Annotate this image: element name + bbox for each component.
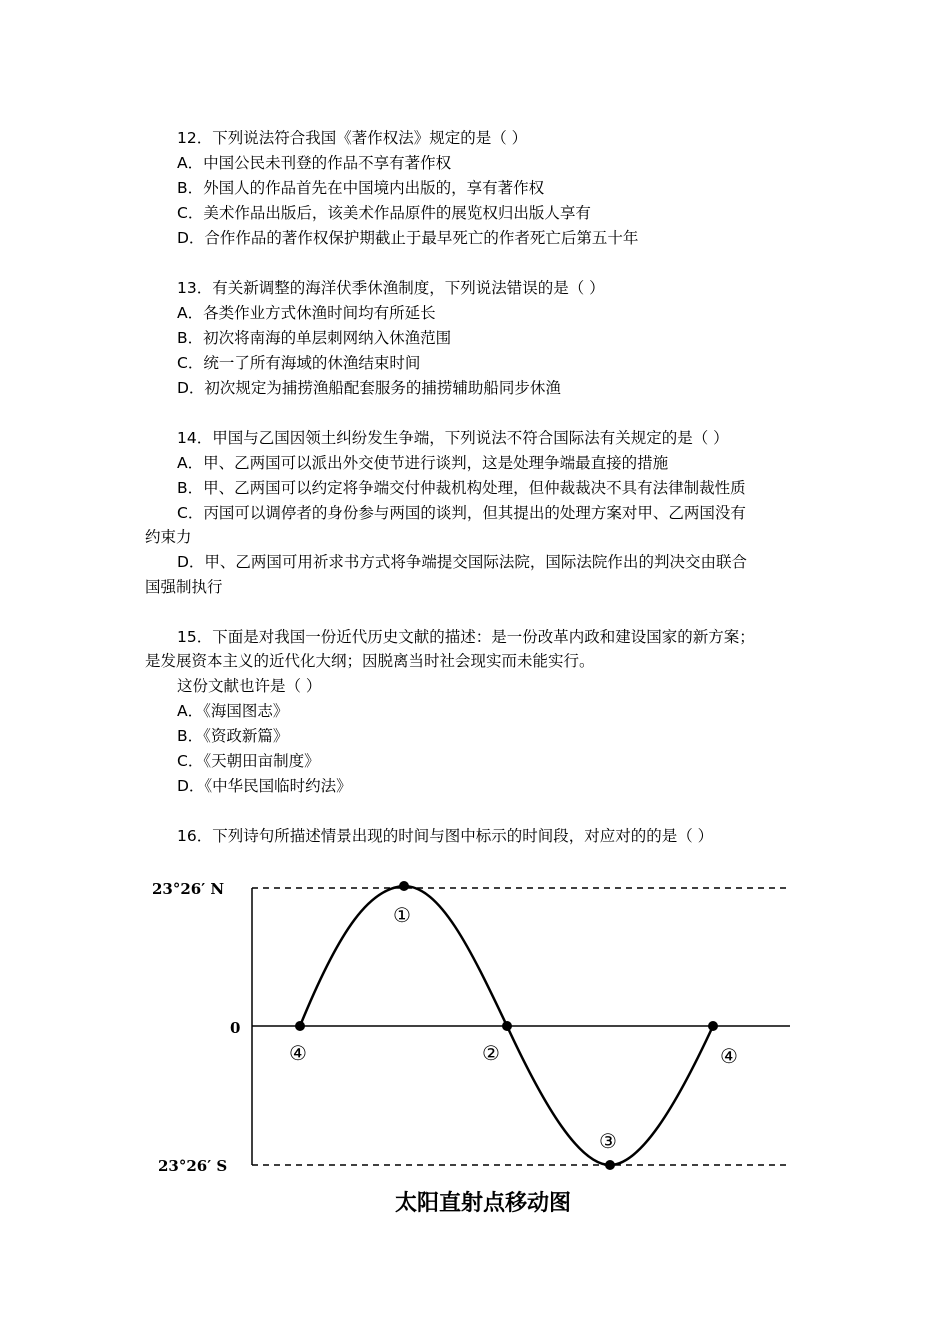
question-14-option-d-cont: 国强制执行 [145,578,223,596]
question-13-option-c: C．统一了所有海域的休渔结束时间 [177,354,421,372]
marker-4-left: ④ [289,1041,307,1065]
question-14-option-a: A．甲、乙两国可以派出外交使节进行谈判，这是处理争端最直接的措施 [177,454,669,472]
point-marker-top [399,881,409,891]
question-15-stem-line2: 是发展资本主义的近代化大纲；因脱离当时社会现实而未能实行。 [145,652,595,670]
diagram-caption: 太阳直射点移动图 [395,1191,572,1216]
question-15-option-a: A．《海国图志》 [177,702,289,720]
question-12-option-b: B．外国人的作品首先在中国境内出版的，享有著作权 [177,179,545,197]
question-14-option-d: D．甲、乙两国可用祈求书方式将争端提交国际法院，国际法院作出的判决交由联合 [177,553,747,571]
point-marker-middle [502,1021,512,1031]
question-12-option-d: D．合作作品的著作权保护期截止于最早死亡的作者死亡后第五十年 [177,229,639,247]
question-16-stem: 16．下列诗句所描述情景出现的时间与图中标示的时间段，对应对的的是（ ） [177,827,714,845]
question-14-stem: 14．甲国与乙国因领土纠纷发生争端，下列说法不符合国际法有关规定的是（ ） [177,429,729,447]
question-15-option-d: D．《中华民国临时约法》 [177,777,352,795]
sun-direct-point-diagram [140,868,820,1228]
question-14-option-b: B．甲、乙两国可以约定将争端交付仲裁机构处理，但仲裁裁决不具有法律制裁性质 [177,479,746,497]
question-12-option-c: C．美术作品出版后，该美术作品原件的展览权归出版人享有 [177,204,591,222]
question-13-stem: 13．有关新调整的海洋伏季休渔制度，下列说法错误的是（ ） [177,279,605,297]
point-marker-bottom [605,1160,615,1170]
question-13-option-a: A．各类作业方式休渔时间均有所延长 [177,304,436,322]
question-14-option-c-cont: 约束力 [145,528,192,546]
point-marker-right [708,1021,718,1031]
question-12-option-a: A．中国公民未刊登的作品不享有著作权 [177,154,452,172]
question-13-option-b: B．初次将南海的单层刺网纳入休渔范围 [177,329,452,347]
question-15-stem-line1: 15．下面是对我国一份近代历史文献的描述：是一份改革内政和建设国家的新方案； [177,628,755,646]
question-14-option-c: C．丙国可以调停者的身份参与两国的谈判，但其提出的处理方案对甲、乙两国没有 [177,504,746,522]
label-zero: 0 [230,1019,241,1037]
question-15-prompt: 这份文献也许是（ ） [177,677,322,695]
marker-1: ① [393,903,411,927]
marker-4-right: ④ [720,1044,738,1068]
marker-3: ③ [599,1129,617,1153]
question-15-option-b: B．《资政新篇》 [177,727,289,745]
label-south: 23°26′ S [158,1157,228,1175]
question-12-stem: 12．下列说法符合我国《著作权法》规定的是（ ） [177,129,528,147]
label-north: 23°26′ N [152,880,225,898]
question-13-option-d: D．初次规定为捕捞渔船配套服务的捕捞辅助船同步休渔 [177,379,561,397]
marker-2: ② [482,1041,500,1065]
point-marker-left [295,1021,305,1031]
question-15-option-c: C．《天朝田亩制度》 [177,752,320,770]
